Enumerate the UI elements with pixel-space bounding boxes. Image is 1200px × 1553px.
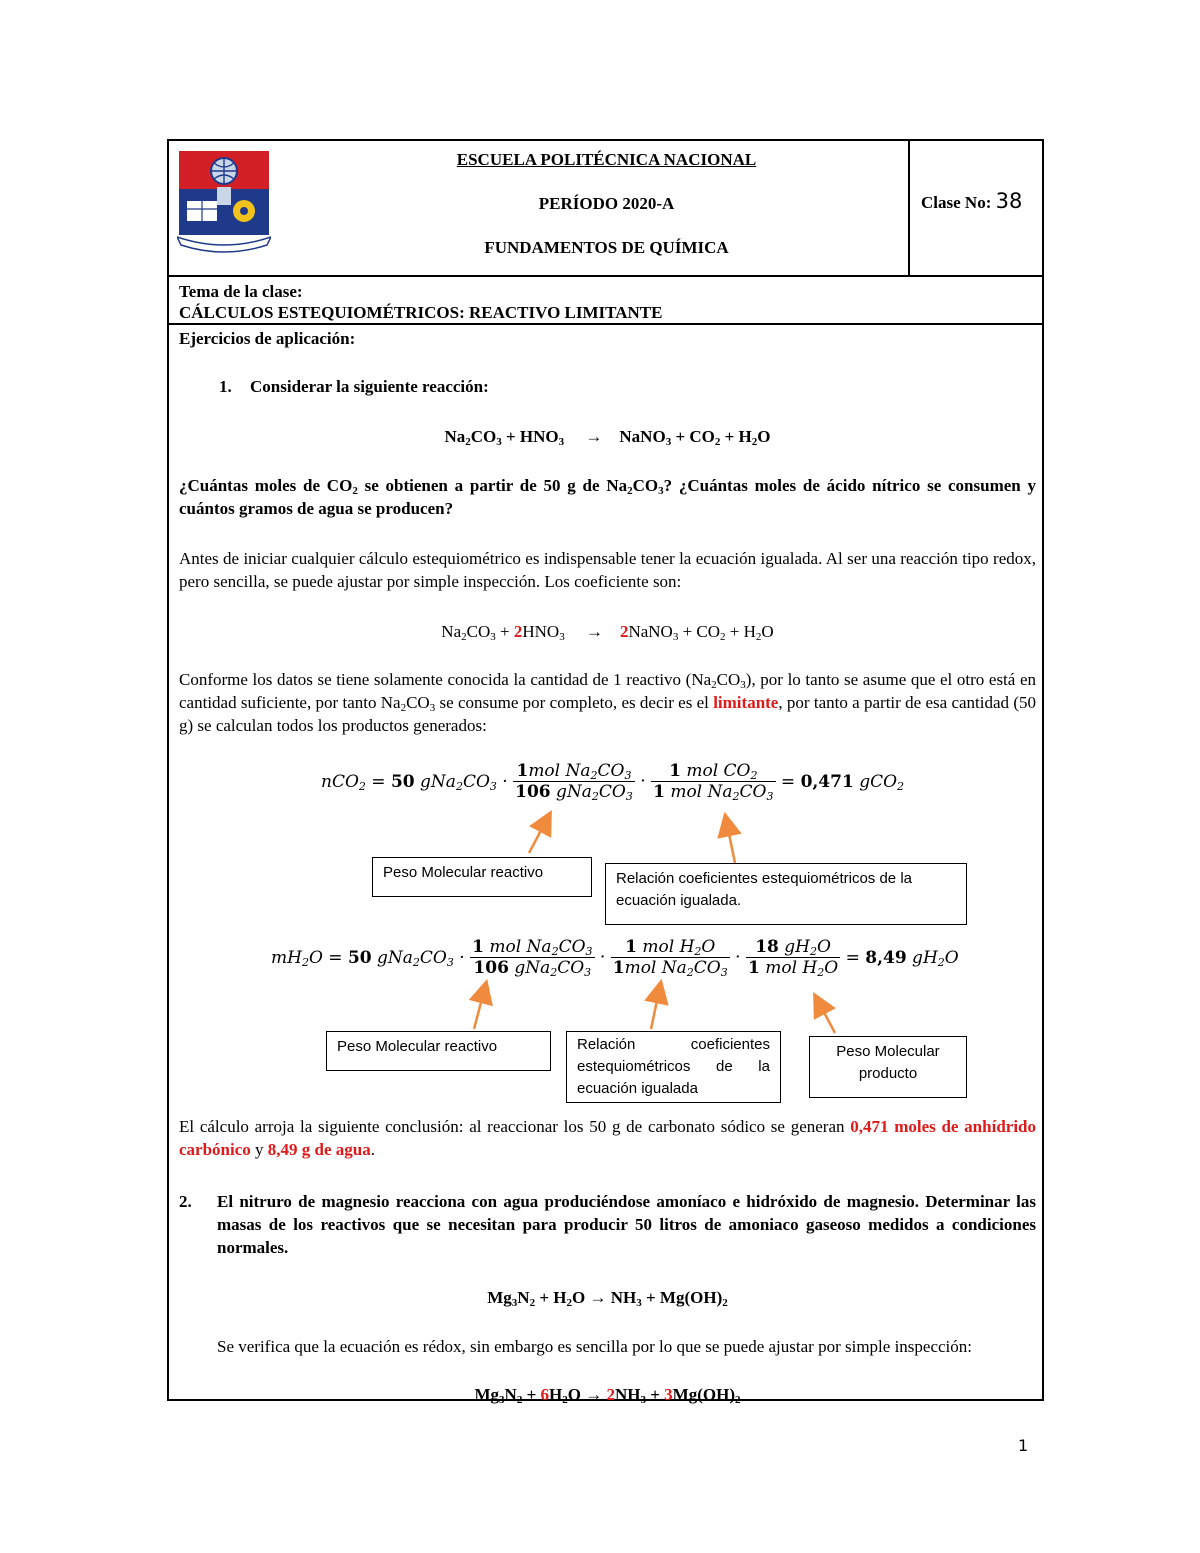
- result-nco2: 0,471: [800, 771, 854, 792]
- conclusion-a: El cálculo arroja la siguiente conclusión: al reaccionar los 50 g de carbonato sódico se generan: [179, 1117, 851, 1136]
- coef-3-mgoh2: 3: [664, 1385, 673, 1404]
- topic-title: CÁLCULOS ESTEQUIOMÉTRICOS: REACTIVO LIMITANTE: [179, 303, 663, 322]
- coef-2-nh3: 2: [606, 1385, 615, 1404]
- p2-b: ), por lo tanto se asume que el otro está en cantidad suficiente, por tanto Na: [179, 670, 1036, 712]
- paragraph-limitante: Conforme los datos se tiene solamente conocida la cantidad de 1 reactivo $(Na_2CO_3)$, por lo tanto se asume que el otro está en cantidad suficiente, por tanto $Na_2CO_3$ se consume por completo, es decir es el limitante, por tanto a partir de esa cantidad (50 g) se calculan todos los productos generados:: [179, 670, 1036, 735]
- header: [169, 141, 1042, 277]
- coef-2-nano3: 2: [619, 622, 629, 641]
- exercise-2-text: El nitruro de magnesio reacciona con agua produciéndose amoníaco e hidróxido de magnesio. Determinar las masas de los reactivos que se necesitan para producir 50 litros de amoniaco gaseoso medidos a condiciones normales.: [217, 1192, 1036, 1257]
- p2-a: Conforme los datos se tiene solamente conocida la cantidad de 1 reactivo (Na: [179, 670, 712, 689]
- class-number-value: 38: [995, 189, 1023, 213]
- conclusion-result-co2: 0,471 moles de anhídrido carbónico: [179, 1117, 1036, 1159]
- exercise-2: [179, 1190, 1036, 1259]
- conclusion-1: [179, 1115, 1036, 1161]
- equation-mh2o: $mH_2O = 50$ $gNa_2CO_3$ · $\frac{1 mol Na_2CO_3}{106 gNa_2CO_3}$ · $\frac{1 mol H_2O}{1mol Na_2CO_3}$ · $\frac{18 gH_2O}{1 mol H_2O}$ = 8,49 $gH_2O$: [271, 937, 959, 979]
- course-name: FUNDAMENTOS DE QUÍMICA: [484, 238, 729, 257]
- box-molecular-weight-product: Peso Molecular producto: [809, 1036, 967, 1098]
- balanced-reaction-1: $Na_2CO_3 + 2HNO_3$ → 2NaNO$_3$ + $CO_2 + H_2O$: [441, 622, 774, 643]
- reaction-2: $Mg_3N_2 + H_2O \to NH_3 + Mg(OH)_2$: [487, 1288, 728, 1309]
- balanced-reaction-2: $Mg_3N_2 + 6H_2O \to 2NH_3 + 3Mg(OH)_2$: [474, 1385, 741, 1406]
- box-molecular-weight-reactant: Peso Molecular reactivo: [372, 857, 592, 897]
- paragraph-redox: Se verifica que la ecuación es rédox, sin embargo es sencilla por lo que se puede ajustar por simple inspección:: [217, 1337, 972, 1356]
- class-label: Clase No:: [921, 193, 992, 212]
- reaction-1: $Na_2CO_3 + HNO_3$ → NaNO$_3$ + $CO_2 + H_2O$: [444, 427, 771, 448]
- exercise-2-number: 2.: [179, 1192, 192, 1211]
- box-stoichiometric-ratio-2: Relación coeficientes estequiométricos de la ecuación igualada: [566, 1031, 781, 1103]
- page-number: 1: [1018, 1436, 1029, 1455]
- school-logo-icon: [177, 149, 271, 253]
- class-number: [921, 189, 1022, 213]
- box-molecular-weight-reactant-2: Peso Molecular reactivo: [326, 1031, 551, 1071]
- p2-d: , por tanto a partir de esa cantidad (50 g) se calculan todos los productos generados:: [179, 693, 1036, 735]
- result-mh2o: 8,49: [865, 947, 907, 968]
- topic-label: Tema de la clase:: [179, 282, 303, 301]
- topic-block: [169, 277, 1042, 325]
- institution-name: ESCUELA POLITÉCNICA NACIONAL: [456, 150, 757, 169]
- period: PERÍODO 2020-A: [538, 194, 675, 213]
- coef-6-h2o: 6: [540, 1385, 550, 1404]
- coef-2-hno3: 2: [513, 622, 523, 641]
- header-divider: [908, 141, 910, 275]
- conclusion-result-h2o: 8,49 g de agua: [267, 1140, 371, 1159]
- paragraph-balance: Antes de iniciar cualquier cálculo estequiométrico es indispensable tener la ecuación igualada. Al ser una reacción tipo redox, pero sencilla, se puede ajustar por simple inspección. Los coeficiente son:: [179, 549, 1036, 591]
- p2-c: se consume por completo, es decir es el: [435, 693, 714, 712]
- exercise-1-question: ¿Cuántas moles de $CO_2$ se obtienen a partir de 50 g de $Na_2CO_3$? ¿Cuántas moles de ácido nítrico se consumen y cuántos gramos de agua se producen?: [179, 476, 1037, 518]
- section-title: Ejercicios de aplicación:: [179, 329, 356, 348]
- exercise-1-heading: Considerar la siguiente reacción:: [250, 377, 489, 396]
- equation-nco2: nCO$_2$ = 50 $gNa_2CO_3$ · $\frac{1mol Na_2CO_3}{106 gNa_2CO_3}$ · $\frac{1 mol CO_2}{1 mol Na_2CO_3}$ = 0,471 gCO$_2$: [321, 761, 905, 803]
- exercise-1-number: 1.: [219, 377, 232, 396]
- document-sheet: [167, 139, 1044, 1406]
- exercise-1-title: [219, 375, 1076, 398]
- institution-block: [319, 149, 894, 281]
- conclusion-c: .: [370, 1140, 375, 1159]
- conclusion-b: y: [250, 1140, 268, 1159]
- question-part-c: ? ¿Cuántas moles de ácido nítrico se consumen y cuántos gramos de agua se producen?: [179, 476, 1037, 518]
- box-stoichiometric-ratio: Relación coeficientes estequiométricos de la ecuación igualada.: [605, 863, 967, 925]
- limitante-word: limitante: [713, 693, 779, 712]
- question-part-a: ¿Cuántas moles de CO: [179, 476, 353, 495]
- question-part-b: se obtienen a partir de 50 g de Na: [357, 476, 628, 495]
